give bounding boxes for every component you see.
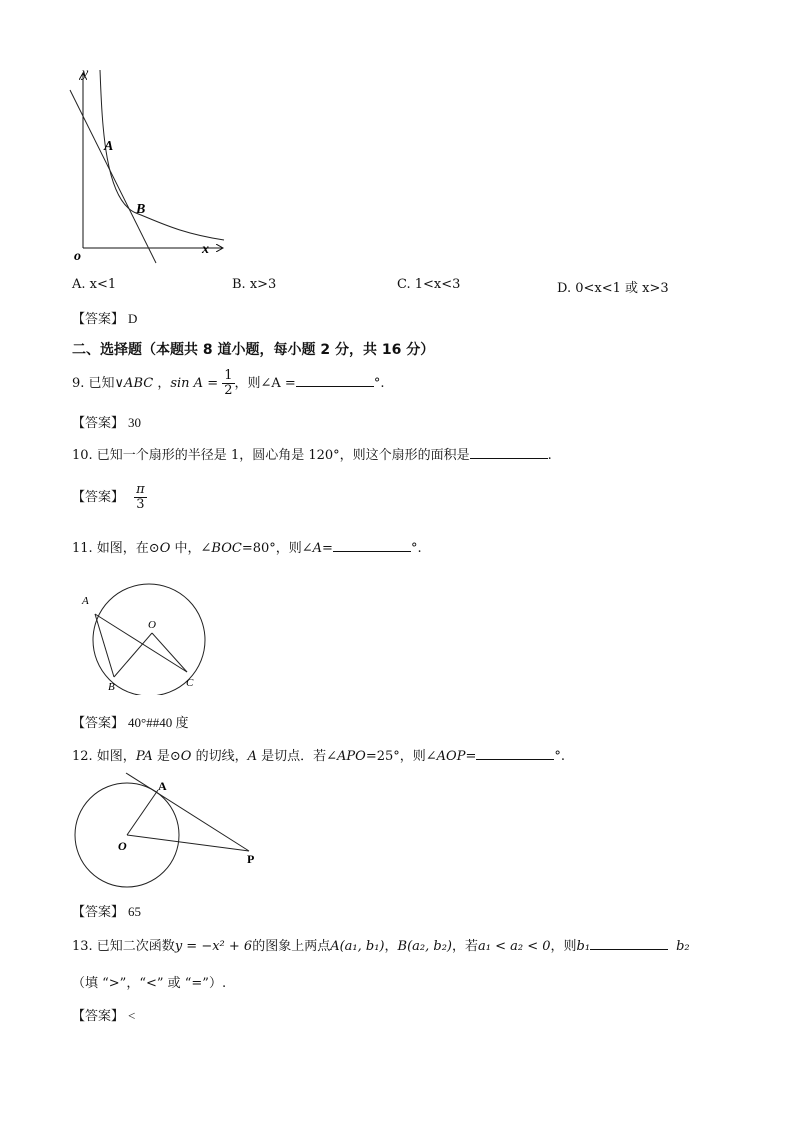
q12-pre: 12. 如图， (72, 749, 136, 764)
answer-tag: 【答案】 (72, 312, 125, 327)
question-13 (72, 935, 690, 954)
q9-frac-den: 2 (224, 383, 233, 398)
q13-blank (590, 937, 668, 950)
label-B: B (108, 681, 115, 693)
q9-sin: sin A = (170, 376, 219, 391)
segment-AB (95, 614, 114, 677)
label-C: C (186, 677, 194, 689)
q11-boc: BOC (211, 541, 242, 556)
answer-tag: 【答案】 (72, 1009, 125, 1024)
q9-pre: 9. 已知 (72, 376, 115, 391)
q13-point-a: A(a₁, b₁) (330, 939, 385, 954)
q10-answer (72, 478, 147, 518)
question-10 (72, 444, 552, 463)
q12-tangent-figure (72, 770, 272, 890)
q13-mid1: 的图象上两点 (252, 939, 331, 954)
q11-circle-figure (72, 580, 222, 695)
q13-answer (72, 1005, 135, 1024)
label-P: P (247, 852, 255, 866)
tangent-line (126, 773, 249, 851)
q12-apo: APO (337, 749, 366, 764)
answer-value: 65 (128, 904, 142, 919)
q12-mid1: 是⊙ (152, 749, 181, 764)
q12-mid4: =25°，则∠ (365, 749, 437, 764)
q13-cond: a₁ < a₂ < 0 (478, 939, 551, 954)
q12-blank (476, 747, 554, 760)
segment-BO (114, 633, 152, 677)
q9-answer (72, 412, 141, 431)
q9-fraction (222, 369, 234, 398)
q10-blank (470, 446, 548, 459)
q13-mid2: ，若 (451, 939, 478, 954)
q12-mid2: 的切线， (191, 749, 248, 764)
q9-blank (296, 374, 374, 387)
option-b: B. x>3 (232, 277, 277, 292)
label-x: x (202, 242, 209, 257)
q11-mid1: 中，∠ (170, 541, 212, 556)
answer-tag: 【答案】 (72, 905, 125, 920)
q10-post: . (547, 448, 552, 463)
q10-text: 10. 已知一个扇形的半径是 1，圆心角是 120°，则这个扇形的面积是 (72, 448, 470, 463)
q11-answer (72, 712, 188, 731)
q11-mid3: = (322, 541, 333, 556)
q12-a: A (247, 749, 257, 764)
q9-frac-num: 1 (224, 368, 233, 383)
q8-answer (72, 308, 137, 327)
label-B: B (136, 202, 146, 217)
q11-mid2: =80°，则∠ (241, 541, 313, 556)
answer-value: 30 (128, 415, 142, 430)
q12-aop: AOP (436, 749, 466, 764)
answer-value: 40°##40 度 (128, 715, 189, 730)
q12-pa: PA (135, 749, 153, 764)
answer-tag: 【答案】 (72, 490, 125, 505)
q9-triangle: ∨ABC (114, 376, 154, 391)
q12-answer (72, 901, 141, 920)
question-9: 9. 已知∨ABC ，sin A = $\frac{1}{2}$ ，则∠A = °. (72, 368, 385, 398)
label-origin: o (74, 249, 81, 264)
segment-OP (127, 835, 249, 851)
answer-tag: 【答案】 (72, 716, 125, 731)
segment-OA (127, 790, 158, 835)
q12-mid3: 是切点．若∠ (257, 749, 338, 764)
q11-o: O (159, 541, 171, 556)
segment-AC (95, 614, 187, 672)
q9-post: °. (373, 376, 385, 391)
q8-graph (64, 60, 234, 265)
question-12 (72, 745, 565, 764)
q10-answer-fraction (134, 483, 147, 512)
q12-o: O (180, 749, 192, 764)
option-a: A. x<1 (72, 277, 117, 292)
q13-mid3: ，则 (550, 939, 577, 954)
q13-pre: 13. 已知二次函数 (72, 939, 175, 954)
question-13-line2: （填 “>”，“<” 或 “=”）. (72, 976, 227, 991)
section-heading: 二、选择题（本题共 8 道小题，每小题 2 分，共 16 分） (72, 342, 435, 358)
answer-value: D (128, 311, 138, 326)
hyperbola-curve (100, 70, 224, 240)
q11-a: A (312, 541, 323, 556)
label-A: A (158, 779, 167, 793)
q13-b2: b₂ (676, 939, 690, 954)
q10-frac-den: 3 (136, 497, 145, 512)
label-A: A (104, 139, 114, 154)
q13-b1: b₁ (576, 939, 591, 954)
q13-point-b: B(a₂, b₂) (397, 939, 452, 954)
q11-post: °. (410, 541, 422, 556)
answer-tag: 【答案】 (72, 416, 125, 431)
q12-mid5: = (465, 749, 477, 764)
label-O: O (118, 839, 127, 853)
label-y: y (82, 66, 89, 81)
q13-comma: ， (384, 939, 398, 954)
q13-func: y = −x² + 6 (174, 939, 253, 954)
option-d: D. 0<x<1 或 x>3 (557, 281, 669, 296)
answer-value: < (128, 1008, 136, 1023)
q10-frac-num: π (136, 482, 145, 497)
q11-blank (333, 539, 411, 552)
option-c: C. 1<x<3 (397, 277, 461, 292)
q9-mid: ，则∠A = (234, 376, 296, 391)
q11-pre: 11. 如图，在⊙ (72, 541, 160, 556)
question-11 (72, 537, 422, 556)
label-A: A (82, 595, 89, 607)
segment-OC (152, 633, 187, 672)
label-O: O (148, 619, 156, 631)
q12-post: °. (554, 749, 565, 764)
